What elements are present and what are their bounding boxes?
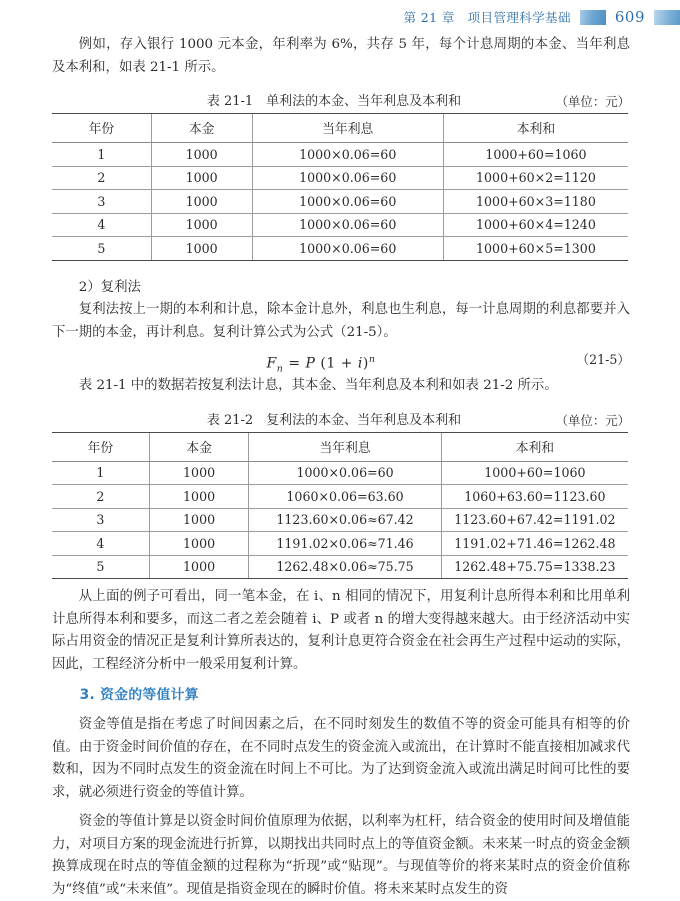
cell-year: 3 [52,190,151,214]
table-compound-caption-row [52,410,630,432]
cell-principal: 1000 [149,555,248,579]
equivalence-paragraph-1: 资金等值是指在考虑了时间因素之后，在不同时刻发生的数值不等的资金可能具有相等的价值。由于资金时间价值的存在，在不同时点发生的资金流入或流出，在计算时不能直接相加减求代数和，因为不同时点发生的资金流在时间上不可比。为了达到资金流入或流出满足时间可比性的要求，就必须进行资金的等值计算。 [52,717,630,800]
after-formula-paragraph: 表 21-1 中的数据若按复利法计息，其本金、当年利息及本利和如表 21-2 所示。 [78,378,558,393]
cell-annual-interest: 1191.02×0.06≈71.46 [249,532,442,556]
page-header [0,0,680,34]
cell-year: 4 [52,213,151,237]
cell-year: 1 [52,143,151,167]
table-compound-body [52,461,628,579]
cell-year: 2 [52,166,151,190]
column-header-year: 年份 [52,432,149,461]
cell-total: 1000+60×5=1300 [443,237,628,261]
cell-annual-interest: 1000×0.06=60 [252,213,443,237]
cell-principal: 1000 [149,508,248,532]
column-header-total: 本利和 [443,114,628,143]
cell-total: 1060+63.60=1123.60 [441,485,628,509]
table-row [52,461,628,485]
comparison-paragraph: 从上面的例子可看出，同一笔本金，在 i、n 相同的情况下，用复利计息所得本利和比用单利计息所得本利和要多，而这二者之差会随着 i、P 或者 n 的增大变得越来越大。由于经济活动中实际占用资金的情况正是复利计算所表达的，复利计息更符合资金在社会再生产过程中运动的实际，因此，工程经济分析中一般采用复利计算。 [52,589,630,672]
header-chapter-title: 第 21 章 项目管理科学基础 [403,10,571,25]
table-row [52,485,628,509]
table-header-row [52,114,628,143]
formula-row [52,347,630,373]
cell-principal: 1000 [151,190,252,214]
cell-total: 1000+60=1060 [443,143,628,167]
cell-principal: 1000 [149,532,248,556]
formula-exponent-n: n [368,354,376,365]
column-header-principal: 本金 [151,114,252,143]
compound-subhead: 2）复利法 [78,279,141,295]
page-number: 609 [614,8,645,26]
formula-open-paren: (1 + [320,355,353,372]
cell-year: 5 [52,237,151,261]
spacer [52,676,630,683]
table-row [52,532,628,556]
formula-subscript-n: n [276,363,284,375]
table-row [52,555,628,579]
page-content [52,34,630,901]
table-simple-body [52,143,628,261]
column-header-year: 年份 [52,114,151,143]
cell-principal: 1000 [151,143,252,167]
cell-principal: 1000 [151,213,252,237]
spacer [52,579,630,586]
table-row [52,237,628,261]
formula-close-paren: ) [362,355,369,372]
column-header-annual-interest: 当年利息 [252,114,443,143]
table-header-row [52,432,628,461]
table-row [52,190,628,214]
cell-annual-interest: 1000×0.06=60 [252,190,443,214]
cell-total: 1123.60+67.42=1191.02 [441,508,628,532]
cell-annual-interest: 1060×0.06=63.60 [249,485,442,509]
header-decoration-block-right [654,10,680,25]
spacer [52,79,630,91]
table-compound-unit: （单位：元） [555,412,630,428]
cell-annual-interest: 1000×0.06=60 [249,461,442,485]
cell-total: 1000+60×4=1240 [443,213,628,237]
cell-year: 4 [52,532,149,556]
cell-annual-interest: 1000×0.06=60 [252,143,443,167]
column-header-total: 本利和 [441,432,628,461]
cell-total: 1262.48+75.75=1338.23 [441,555,628,579]
table-compound-head [52,432,628,461]
table-simple-caption-row [52,91,630,113]
table-row [52,143,628,167]
compound-paragraph: 复利法按上一期的本利和计息，除本金计息外，利息也生利息，每一计息周期的利息都要并入下一期的本金，再计利息。复利计算公式为公式（21-5）。 [52,302,630,340]
formula-compound-interest [52,347,630,382]
formula-equals: = [288,355,301,372]
spacer [52,707,630,714]
equivalence-paragraph-2: 资金的等值计算是以资金时间价值原理为依据，以利率为杠杆，结合资金的使用时间及增值能力，对项目方案的现金流进行折算，以期找出共同时点上的等值资金额。未来某一时点的资金金额换算成现在时点的等值金额的过程称为“折现”或“贴现”。与现值等价的将来某时点的资金价值称为“终值”或“未来值”。现值是指资金现在的瞬时价值。将未来某时点发生的资 [52,814,630,897]
column-header-annual-interest: 当年利息 [249,432,442,461]
table-simple-interest [52,113,628,261]
cell-total: 1191.02+71.46=1262.48 [441,532,628,556]
header-decoration-block-left [580,10,606,25]
table-simple-head [52,114,628,143]
cell-total: 1000+60×3=1180 [443,190,628,214]
table-compound-caption: 表 21-2 复利法的本金、当年利息及本利和 [206,412,462,428]
section-heading-equivalence: 3. 资金的等值计算 [79,687,199,703]
cell-annual-interest: 1123.60×0.06≈67.42 [249,508,442,532]
formula-variable-f: F [266,355,277,372]
cell-annual-interest: 1000×0.06=60 [252,237,443,261]
cell-total: 1000+60×2=1120 [443,166,628,190]
formula-number: （21-5） [576,352,630,367]
cell-annual-interest: 1000×0.06=60 [252,166,443,190]
cell-principal: 1000 [149,461,248,485]
spacer [52,398,630,410]
table-simple-unit: （单位：元） [555,94,630,109]
cell-annual-interest: 1262.48×0.06≈75.75 [249,555,442,579]
cell-total: 1000+60=1060 [441,461,628,485]
cell-year: 3 [52,508,149,532]
cell-year: 2 [52,485,149,509]
spacer [52,261,630,277]
cell-principal: 1000 [151,237,252,261]
cell-year: 1 [52,461,149,485]
formula-variable-i: i [357,355,363,372]
table-row [52,166,628,190]
cell-principal: 1000 [149,485,248,509]
formula-variable-p: P [305,355,316,372]
cell-year: 5 [52,555,149,579]
table-row [52,508,628,532]
intro-paragraph: 例如，存入银行 1000 元本金，年利率为 6%，共存 5 年，每个计息周期的本金、当年利息及本利和，如表 21-1 所示。 [52,37,630,75]
table-row [52,213,628,237]
cell-principal: 1000 [151,166,252,190]
table-compound-interest [52,432,628,580]
spacer [52,804,630,811]
column-header-principal: 本金 [149,432,248,461]
table-simple-caption: 表 21-1 单利法的本金、当年利息及本利和 [206,94,462,109]
